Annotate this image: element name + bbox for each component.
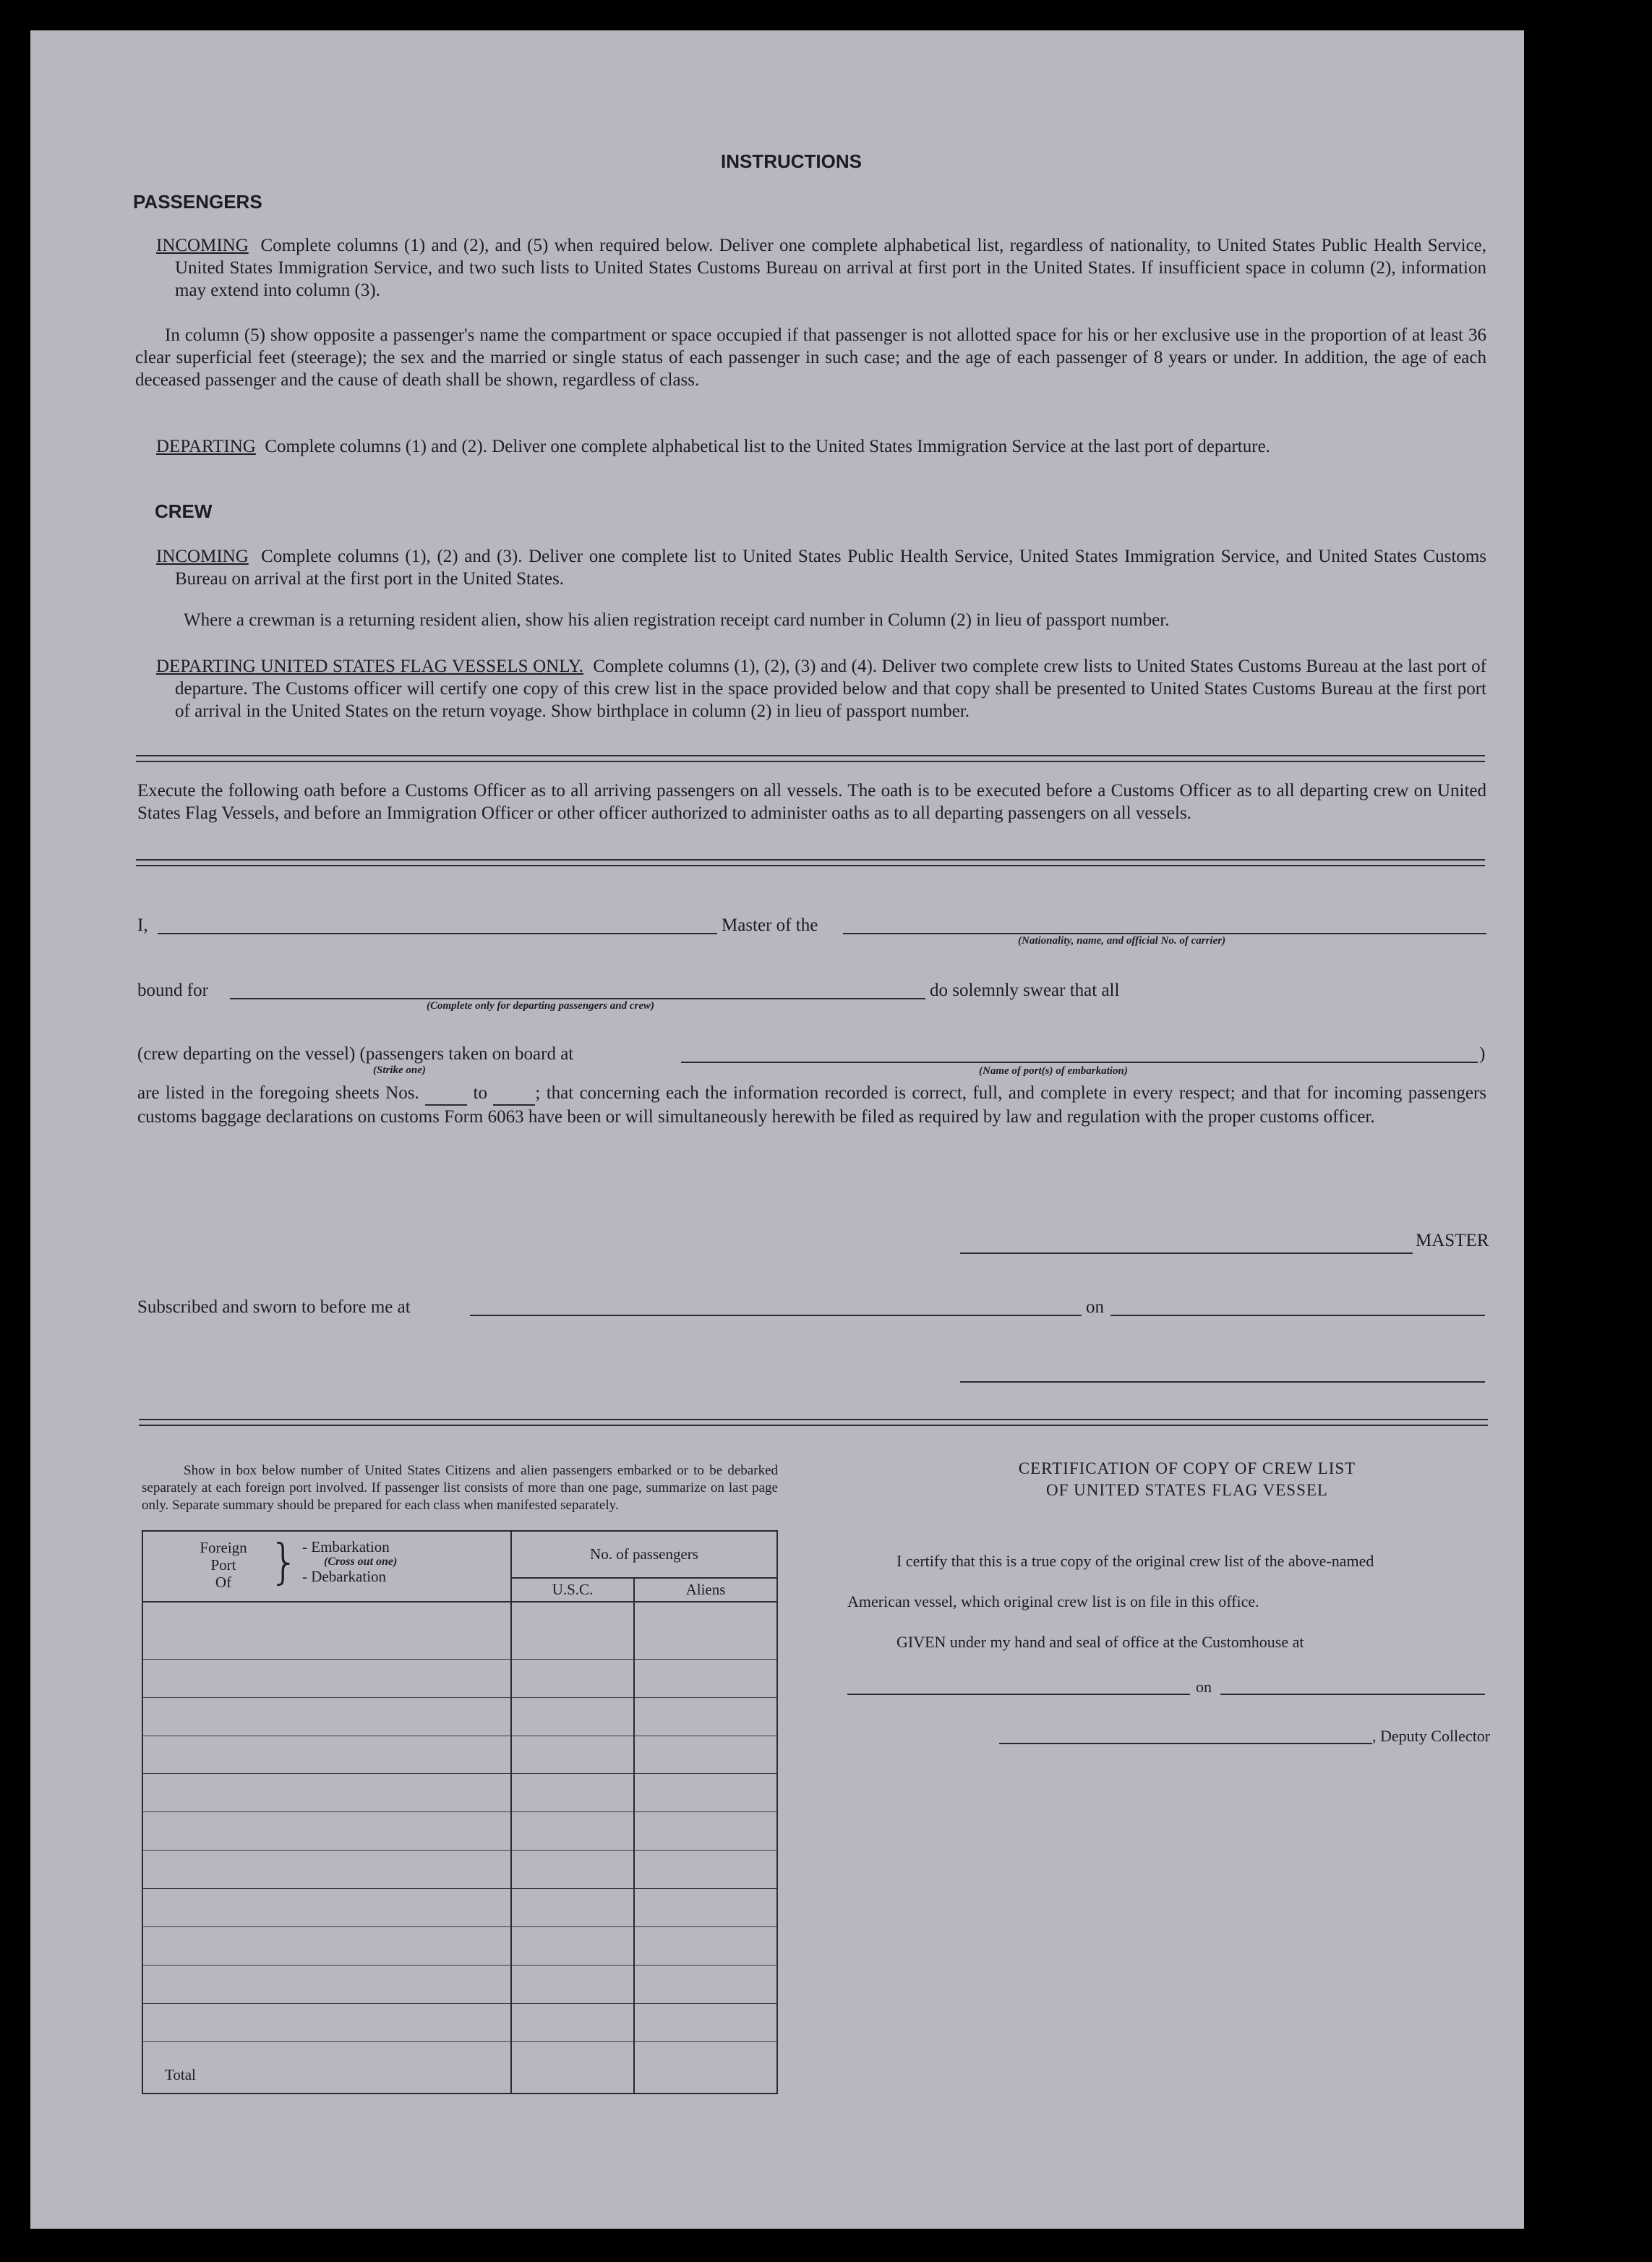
given-line: GIVEN under my hand and seal of office at the Customhouse at xyxy=(896,1633,1304,1651)
usc-cell[interactable] xyxy=(511,1926,634,1965)
crew-departing-text: Complete columns (1), (2), (3) and (4). Deliver two complete crew lists to United States Customs Bureau at the last port of departure. The Customs officer will certify one copy of this crew list in the space provided below and that copy shall be presented to United States Customs Bureau at the first port of arrival in the United States on the return voyage. Show birthplace in column (2) in lieu of passport number. xyxy=(175,657,1486,721)
port-cell[interactable] xyxy=(142,1926,511,1965)
embarkation-ports-field[interactable] xyxy=(681,1062,1478,1063)
column5-paragraph: In column (5) show opposite a passenger's name the compartment or space occupied if that passenger is not allotted space for his or her exclusive use in the proportion of at least 36 clear superficial feet (steerage); the sex and the married or single status of each passenger in such case; and the age of each passenger of 8 years or under. In addition, the age of each deceased passenger and the cause of death shall be shown, regardless of class. xyxy=(135,325,1486,390)
sworn-at-field[interactable] xyxy=(470,1315,1082,1316)
port-label: Port xyxy=(210,1556,236,1574)
usc-cell[interactable] xyxy=(511,1774,634,1812)
usc-cell[interactable] xyxy=(511,1851,634,1889)
certification-title-line2: OF UNITED STATES FLAG VESSEL xyxy=(1046,1481,1328,1499)
port-cell[interactable] xyxy=(142,1659,511,1697)
document-page xyxy=(30,30,1524,2229)
crew-incoming-text: Complete columns (1), (2) and (3). Deliver one complete list to United States Public Health Service, United States Immigration Service, and United States Customs Bureau on arrival at the first port in the United States. xyxy=(175,547,1487,589)
deputy-collector-label: , Deputy Collector xyxy=(1372,1727,1491,1745)
carrier-note: (Nationality, name, and official No. of carrier) xyxy=(1018,935,1226,947)
port-cell[interactable] xyxy=(142,1697,511,1736)
crew-heading: CREW xyxy=(155,500,213,522)
usc-cell[interactable] xyxy=(511,1965,634,2003)
table-row xyxy=(142,1774,777,1812)
solemnly-swear-label: do solemnly swear that all xyxy=(930,981,1120,1000)
port-cell[interactable] xyxy=(142,1965,511,2003)
brace-icon: } xyxy=(269,1534,299,1589)
oath-statement-text: ; that concerning each the information recorded is correct, full, and complete in every respect; and that for incoming passengers customs baggage declarations on customs Form 6063 have been or will simultaneously herewith be filed as required by law and regulation with the proper customs officer. xyxy=(137,1083,1487,1127)
crew-incoming-label: INCOMING xyxy=(156,547,249,566)
deputy-signature-field[interactable] xyxy=(999,1743,1372,1744)
usc-cell[interactable] xyxy=(511,1736,634,1774)
aliens-cell[interactable] xyxy=(634,1774,777,1812)
table-row xyxy=(142,1888,777,1926)
oath-statement xyxy=(137,1082,1486,1128)
table-row xyxy=(142,1965,777,2003)
sheet-to-field[interactable] xyxy=(493,1082,535,1106)
usc-cell[interactable] xyxy=(511,1659,634,1697)
port-cell[interactable] xyxy=(142,1812,511,1851)
foreign-port-header xyxy=(142,1531,511,1602)
given-date-field[interactable] xyxy=(1220,1694,1485,1695)
officer-signature-field[interactable] xyxy=(960,1381,1485,1383)
passengers-incoming-text: Complete columns (1) and (2), and (5) when required below. Deliver one complete alphabetical list, regardless of nationality, to United States Public Health Service, United States Immigration Service, and two such lists to United States Customs Bureau on arrival at first port in the United States. If insufficient space in column (2), information may extend into column (3). xyxy=(175,236,1487,300)
total-label: Total xyxy=(142,2041,511,2094)
table-row xyxy=(142,1736,777,1774)
certification-title xyxy=(869,1458,1505,1501)
aliens-cell[interactable] xyxy=(634,1659,777,1697)
of-label: Of xyxy=(215,1574,232,1591)
foreign-label: Foreign xyxy=(200,1539,247,1556)
aliens-cell[interactable] xyxy=(634,1602,777,1659)
usc-cell[interactable] xyxy=(511,1888,634,1926)
oath-intro: Execute the following oath before a Customs Officer as to all arriving passengers on all vessels. The oath is to be executed before a Customs Officer as to all departing crew on United States Flag Vessels, and before an Immigration Officer or other officer authorized to administer oaths as to all departing passengers on all vessels. xyxy=(137,781,1486,823)
certify-line1: I certify that this is a true copy of the original crew list of the above-named xyxy=(896,1552,1374,1570)
summary-divider xyxy=(139,1419,1488,1426)
debarkation-label: - Debarkation xyxy=(302,1568,387,1585)
passengers-heading: PASSENGERS xyxy=(133,191,262,213)
crewman-paragraph: Where a crewman is a returning resident alien, show his alien registration receipt card number in Column (2) in lieu of passport number. xyxy=(184,610,1170,630)
aliens-cell[interactable] xyxy=(634,1697,777,1736)
master-label: MASTER xyxy=(1416,1231,1489,1250)
table-row xyxy=(142,1602,777,1659)
port-cell[interactable] xyxy=(142,1851,511,1889)
table-row xyxy=(142,2003,777,2041)
cross-out-note: (Cross out one) xyxy=(324,1555,398,1568)
aliens-cell[interactable] xyxy=(634,1926,777,1965)
ports-note: (Name of port(s) of embarkation) xyxy=(979,1065,1128,1077)
passengers-departing-text: Complete columns (1) and (2). Deliver one complete alphabetical list to the United States Immigration Service at the last port of departure. xyxy=(265,437,1270,456)
crew-departing-label: DEPARTING UNITED STATES FLAG VESSELS ONLY. xyxy=(156,657,584,676)
bound-for-label: bound for xyxy=(137,981,208,1000)
usc-total-cell[interactable] xyxy=(511,2041,634,2094)
table-row xyxy=(142,1812,777,1851)
sheet-from-field[interactable] xyxy=(425,1082,467,1106)
bound-for-field[interactable] xyxy=(230,998,925,999)
usc-header: U.S.C. xyxy=(511,1578,634,1602)
carrier-field[interactable] xyxy=(843,933,1486,934)
customhouse-field[interactable] xyxy=(847,1694,1190,1695)
usc-cell[interactable] xyxy=(511,1602,634,1659)
aliens-total-cell[interactable] xyxy=(634,2041,777,2094)
to-label: to xyxy=(473,1083,487,1103)
aliens-cell[interactable] xyxy=(634,1736,777,1774)
master-signature-field[interactable] xyxy=(960,1252,1413,1254)
passengers-incoming-label: INCOMING xyxy=(156,236,249,255)
aliens-cell[interactable] xyxy=(634,1851,777,1889)
sworn-date-field[interactable] xyxy=(1110,1315,1485,1316)
crew-departing-paragraph xyxy=(156,655,1486,722)
certify-line2: American vessel, which original crew list is on file in this office. xyxy=(847,1592,1259,1610)
passenger-summary-table xyxy=(142,1530,778,2094)
table-row xyxy=(142,1659,777,1697)
summary-intro: Show in box below number of United States Citizens and alien passengers embarked or to be debarked separately at each foreign port involved. If passenger list consists of more than one page, summarize on last page only. Separate summary should be prepared for each class when manifested separately. xyxy=(142,1463,778,1513)
usc-cell[interactable] xyxy=(511,1812,634,1851)
table-row xyxy=(142,1697,777,1736)
port-cell[interactable] xyxy=(142,2003,511,2041)
master-of-the-label: Master of the xyxy=(722,916,818,935)
master-name-field[interactable] xyxy=(158,933,717,934)
no-passengers-header: No. of passengers xyxy=(511,1531,777,1578)
aliens-cell[interactable] xyxy=(634,1812,777,1851)
usc-cell[interactable] xyxy=(511,2003,634,2041)
certification-title-line1: CERTIFICATION OF COPY OF CREW LIST xyxy=(1018,1459,1356,1477)
listed-sheets-label: are listed in the foregoing sheets Nos. xyxy=(137,1083,419,1103)
port-cell[interactable] xyxy=(142,1602,511,1659)
section-divider xyxy=(136,755,1485,762)
crew-departing-label: (crew departing on the vessel) (passengers taken on board at xyxy=(137,1044,574,1064)
close-paren: ) xyxy=(1479,1044,1486,1064)
aliens-cell[interactable] xyxy=(634,2003,777,2041)
instructions-title: INSTRUCTIONS xyxy=(721,150,862,172)
passengers-departing-label: DEPARTING xyxy=(156,437,256,456)
oath-divider xyxy=(136,859,1485,866)
embarkation-label: - Embarkation xyxy=(302,1538,390,1555)
aliens-cell[interactable] xyxy=(634,1888,777,1926)
subscribed-label: Subscribed and sworn to before me at xyxy=(137,1297,411,1317)
sworn-on-label: on xyxy=(1086,1297,1104,1317)
total-row xyxy=(142,2041,777,2094)
crew-incoming-paragraph xyxy=(156,545,1486,590)
oath-i-label: I, xyxy=(137,916,148,935)
table-row xyxy=(142,1926,777,1965)
aliens-cell[interactable] xyxy=(634,1965,777,2003)
port-cell[interactable] xyxy=(142,1888,511,1926)
passengers-departing-paragraph xyxy=(156,435,1486,458)
passengers-incoming-paragraph xyxy=(156,234,1486,302)
aliens-header: Aliens xyxy=(634,1578,777,1602)
port-cell[interactable] xyxy=(142,1736,511,1774)
strike-one-note: (Strike one) xyxy=(373,1064,426,1076)
given-on-label: on xyxy=(1196,1678,1212,1696)
table-row xyxy=(142,1851,777,1889)
port-cell[interactable] xyxy=(142,1774,511,1812)
bound-for-note: (Complete only for departing passengers and crew) xyxy=(427,1000,654,1012)
usc-cell[interactable] xyxy=(511,1697,634,1736)
